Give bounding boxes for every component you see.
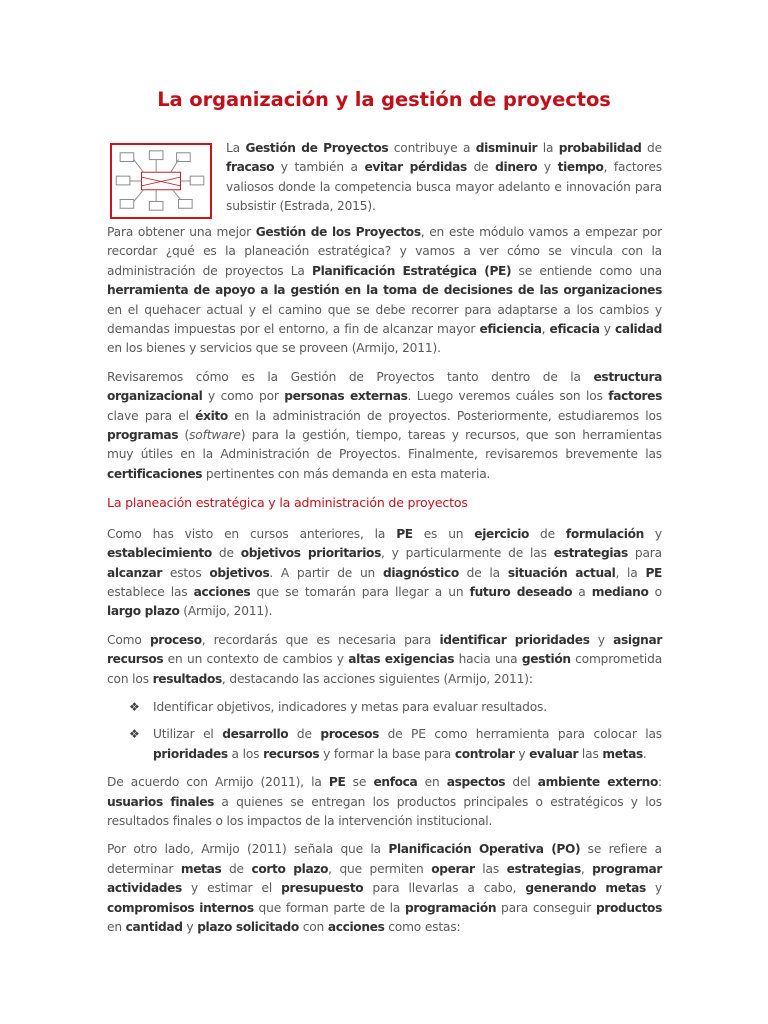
bold-term: factores (608, 389, 662, 404)
text-run: la (537, 141, 559, 155)
text-run: estos (162, 565, 210, 580)
text-run: , recordarás que es necesaria para (201, 632, 440, 647)
bold-term: certificaciones (107, 466, 203, 481)
document-body (107, 139, 662, 946)
bold-term: corto plazo (251, 861, 329, 876)
text-run: y (643, 526, 662, 541)
bold-term: identificar prioridades (439, 632, 590, 647)
bold-term: éxito (195, 408, 228, 423)
bold-term: gestión (521, 652, 571, 667)
text-run: y formar la base para (319, 746, 455, 761)
bold-term: alcanzar (107, 565, 163, 580)
text-run: . Luego veremos cuáles son los (407, 389, 609, 404)
text-run: de (288, 727, 321, 742)
text-run: y (645, 881, 663, 896)
text-run: en (417, 775, 447, 790)
text-run: de (529, 526, 566, 541)
bold-term: formulación (565, 526, 644, 541)
text-run: , en este módulo vamos a empezar por recordar ¿qué es la planeación estratégica? y vamos a ver cómo se vincula con la administración de proyectos La (107, 225, 662, 278)
text-run: para conseguir (496, 900, 596, 915)
text-run: , destacando las acciones siguientes (Armijo, 2011): (221, 671, 533, 686)
text-run: . A partir de un (269, 565, 383, 580)
text-run: en el quehacer actual y el camino que se debe recorrer para adaptarse a los cambios y demandas impuestas por el entorno, a fin de alcanzar mayor (107, 302, 662, 337)
bold-term: eficiencia (479, 322, 542, 337)
bold-term: programar actividades (107, 861, 663, 896)
bold-term: diagnóstico (382, 565, 459, 580)
bold-term: metas (180, 861, 222, 876)
bold-term: prioridades (153, 746, 228, 761)
text-run: de (221, 861, 252, 876)
text-run: se refiere a determinar (107, 842, 662, 876)
text-run: Revisaremos cómo es la Gestión de Proyectos tanto dentro de la (107, 369, 594, 384)
bold-term: acciones (327, 920, 385, 934)
page-title: La organización y la gestión de proyectos (157, 88, 611, 111)
text-run: y como por (202, 389, 285, 404)
text-run: de (641, 141, 662, 155)
bold-term: futuro deseado (469, 584, 573, 599)
text-run: con (298, 920, 328, 934)
section-subheading: La planeación estratégica y la administración de proyectos (107, 495, 468, 511)
text-run: que se tomarán para llegar a un (250, 584, 470, 599)
text-run: establece las (107, 584, 194, 599)
bold-term: ejercicio (474, 526, 530, 541)
text-run: a los (227, 746, 264, 761)
bold-term: usuarios finales (107, 794, 215, 809)
text-run: y también a (274, 160, 365, 175)
bold-term: aspectos (446, 775, 506, 790)
bold-term: estrategias (553, 546, 628, 561)
text-run: para llevarlas a cabo, (363, 881, 526, 896)
intro-paragraph (107, 139, 662, 217)
bold-term: procesos (320, 727, 380, 742)
text-run: de (211, 546, 241, 561)
bold-term: disminuir (475, 141, 538, 155)
bold-term: probabilidad (558, 141, 642, 155)
text-run: del (505, 775, 538, 790)
bold-term: Planificación Operativa (PO) (388, 842, 581, 857)
text-run: , (541, 322, 550, 337)
text-run: Por otro lado, Armijo (2011) señala que la (107, 842, 389, 857)
diamond-bullet-icon: ❖ (129, 727, 140, 742)
bold-term: PE (645, 565, 662, 580)
text-run: , factores valiosos donde la competencia busca mayor adelanto e innovación para subsistir (Estrada, 2015). (226, 160, 662, 214)
bold-term: asignar recursos (107, 632, 662, 667)
text-run: comprometida con los (107, 652, 663, 686)
text-run: las (578, 746, 603, 761)
paragraph-operative-planning (107, 840, 662, 937)
text-run: clave para el (107, 408, 196, 423)
text-run: Utilizar el (153, 727, 223, 742)
paragraph-pe-definition (107, 525, 662, 622)
bold-term: recursos (263, 746, 320, 761)
paragraph-process (107, 631, 662, 689)
text-run: (Armijo, 2011). (179, 604, 273, 619)
bold-term: presupuesto (281, 881, 364, 896)
text-run: Para obtener una mejor (107, 225, 256, 239)
bold-term: eficacia (549, 322, 600, 337)
bold-term: proceso (149, 632, 202, 647)
bold-term: establecimiento (107, 546, 212, 561)
bold-term: PE (396, 526, 413, 541)
paragraph-planning (107, 223, 662, 359)
bold-term: evitar pérdidas (364, 160, 467, 175)
text-run: y (599, 322, 615, 337)
text-run: para (627, 546, 662, 561)
text-run: y (589, 632, 614, 647)
text-run: y estimar el (181, 881, 282, 896)
text-run: Identificar objetivos, indicadores y metas para evaluar resultados. (153, 699, 547, 714)
text-run: pertinentes con más demanda en esta materia. (202, 466, 491, 481)
bold-term: situación actual (507, 565, 616, 580)
bold-term: Gestión de Proyectos (245, 141, 389, 155)
bold-term: calidad (614, 322, 662, 337)
text-run: a quienes se entregan los productos principales o estratégicos y los resultados finales o los impactos de la intervención institucional. (107, 794, 662, 828)
project-diagram-drawing (112, 145, 210, 217)
text-run: , (580, 861, 593, 876)
bold-term: fracaso (226, 160, 275, 175)
project-diagram-icon (110, 143, 212, 219)
text-run: De acuerdo con Armijo (2011), la (107, 775, 329, 790)
bold-term: ambiente externo (537, 775, 659, 790)
bold-term: objetivos (209, 565, 270, 580)
bold-term: acciones (193, 584, 251, 599)
bold-term: productos (595, 900, 662, 915)
bold-term: mediano (591, 584, 649, 599)
bold-term: largo plazo (107, 604, 180, 619)
bold-term: cantidad (125, 920, 183, 934)
bold-term: herramienta de apoyo a la gestión en la toma de decisiones de las organizaciones (107, 283, 662, 298)
list-item (107, 725, 662, 764)
bold-term: Planificación Estratégica (PE) (312, 263, 512, 278)
bold-term: PE (328, 775, 346, 790)
bold-term: objetivos prioritarios (240, 546, 381, 561)
list-item (107, 698, 662, 717)
text-run: o (648, 584, 662, 599)
text-run: Como (107, 632, 150, 647)
text-run: se entiende como una (511, 263, 662, 278)
bold-term: operar (431, 861, 475, 876)
bold-term: controlar (454, 746, 515, 761)
bold-term: estructura organizacional (107, 369, 662, 404)
text-run: , la (615, 565, 646, 580)
text-run: de (466, 160, 496, 175)
bold-term: generando metas (525, 881, 646, 896)
bold-term: programación (404, 900, 497, 915)
text-run: es un (412, 526, 475, 541)
text-run: de la (458, 565, 508, 580)
text-run: como estas: (384, 920, 461, 934)
text-run: La (226, 141, 246, 155)
text-run: hacia una (454, 652, 522, 667)
text-run: Como has visto en cursos anteriores, la (107, 526, 397, 541)
paragraph-review (107, 368, 662, 484)
text-run: en la administración de proyectos. Posteriormente, estudiaremos los (227, 408, 662, 423)
bold-term: altas exigencias (348, 652, 455, 667)
bold-term: enfoca (373, 775, 418, 790)
diamond-bullet-icon: ❖ (129, 699, 140, 714)
text-run: de PE como herramienta para colocar las (379, 727, 662, 742)
bold-term: plazo solicitado (197, 920, 299, 934)
text-run: que forman parte de la (253, 900, 405, 915)
text-run: , y particularmente de las (380, 546, 554, 561)
text-run: y (182, 920, 198, 934)
bold-term: resultados (152, 671, 222, 686)
text-run: contribuye a (388, 141, 476, 155)
bold-term: compromisos internos (107, 900, 254, 915)
text-run: en un contexto de cambios y (163, 652, 349, 667)
bold-term: desarrollo (222, 727, 289, 742)
text-run: en los bienes y servicios que se proveen (Armijo, 2011). (107, 341, 441, 356)
text-run: a (572, 584, 592, 599)
text-run: las (474, 861, 507, 876)
text-run: : (658, 775, 662, 790)
text-run: ) para la gestión, tiempo, tareas y recursos, que son herramientas muy útiles en la Administración de Proyectos. Finalmente, revisaremos brevemente las (107, 428, 662, 462)
text-run: se (345, 775, 374, 790)
bold-term: dinero (495, 160, 538, 175)
bold-term: personas externas (284, 389, 408, 404)
bold-term: evaluar (529, 746, 579, 761)
text-run: . (642, 746, 647, 761)
text-run: ( (178, 428, 190, 443)
text-run: y (514, 746, 530, 761)
text-run: , que permiten (328, 861, 432, 876)
bold-term: metas (602, 746, 643, 761)
bold-term: tiempo (557, 160, 604, 175)
text-run: y (537, 160, 558, 175)
actions-list (107, 698, 662, 764)
bold-term: programas (107, 428, 179, 443)
italic-term: software (189, 428, 241, 443)
text-run: en (107, 920, 126, 934)
bold-term: Gestión de los Proyectos (255, 225, 421, 239)
bold-term: estrategias (506, 861, 581, 876)
paragraph-external-focus (107, 773, 662, 831)
